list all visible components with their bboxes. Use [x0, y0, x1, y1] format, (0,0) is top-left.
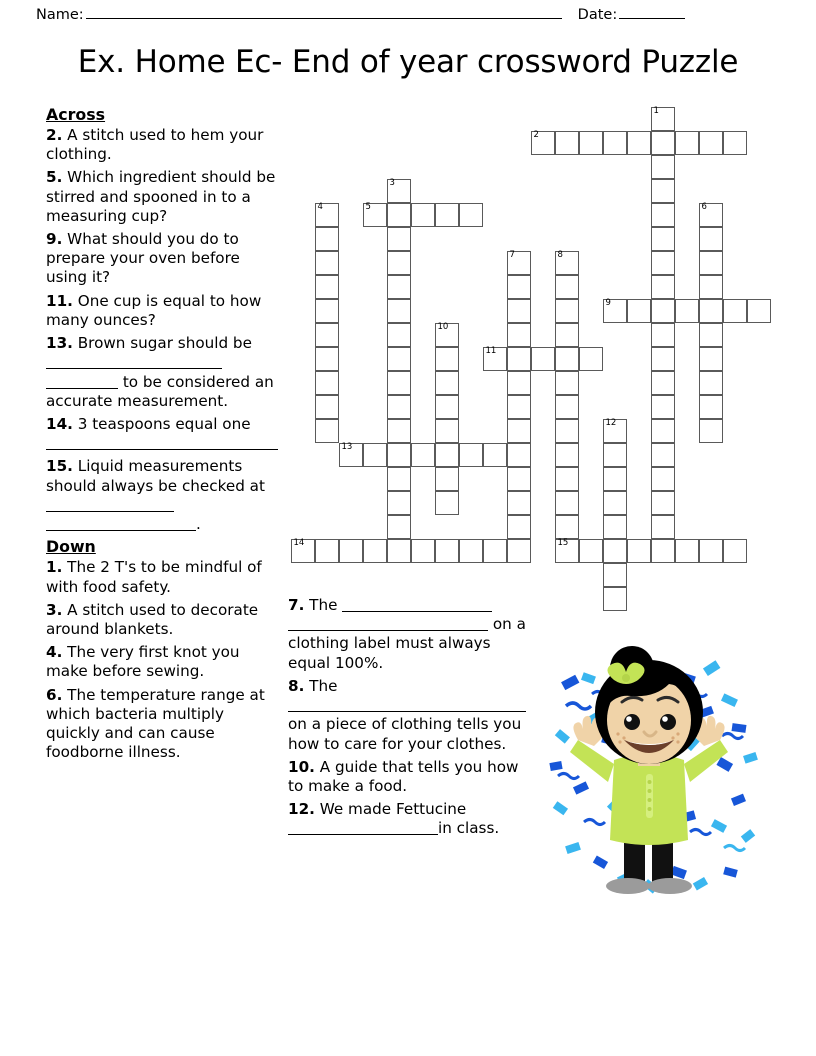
crossword-cell[interactable] — [483, 443, 507, 467]
crossword-cell[interactable] — [675, 131, 699, 155]
crossword-cell[interactable] — [315, 371, 339, 395]
clue-down-12 — [288, 800, 526, 838]
clue-text: . — [196, 515, 201, 534]
clue-down-10 — [288, 758, 526, 796]
clue-text: What should you do to prepare your oven before using it? — [46, 230, 240, 287]
cell-number: 15 — [557, 538, 569, 548]
clue-text: 3 teaspoons equal one — [77, 415, 251, 434]
crossword-cell[interactable] — [603, 563, 627, 587]
clue-down-4 — [46, 643, 282, 681]
crossword-cell[interactable] — [603, 491, 627, 515]
crossword-cell[interactable] — [603, 443, 627, 467]
crossword-cell[interactable] — [603, 587, 627, 611]
crossword-cell[interactable] — [747, 299, 771, 323]
clue-number: 3. — [46, 600, 63, 619]
crossword-cell[interactable] — [531, 347, 555, 371]
clue-text: Brown sugar should be — [77, 334, 252, 353]
crossword-cell[interactable] — [291, 539, 315, 563]
crossword-cell[interactable] — [699, 347, 723, 371]
crossword-cell[interactable] — [387, 491, 411, 515]
crossword-cell[interactable] — [699, 227, 723, 251]
crossword-cell[interactable] — [699, 419, 723, 443]
crossword-cell[interactable] — [603, 515, 627, 539]
clue-text: The — [309, 596, 343, 614]
crossword-cell[interactable] — [315, 203, 339, 227]
crossword-cell[interactable] — [387, 299, 411, 323]
crossword-cell[interactable] — [651, 371, 675, 395]
crossword-cell[interactable] — [507, 515, 531, 539]
clue-number: 10. — [288, 757, 315, 776]
crossword-cell[interactable] — [651, 275, 675, 299]
crossword-cell[interactable] — [651, 539, 675, 563]
crossword-cell[interactable] — [507, 347, 531, 371]
crossword-cell[interactable] — [459, 443, 483, 467]
crossword-cell[interactable] — [315, 347, 339, 371]
crossword-cell[interactable] — [651, 299, 675, 323]
crossword-cell[interactable] — [699, 251, 723, 275]
cell-number: 1 — [653, 106, 659, 116]
crossword-cell[interactable] — [435, 395, 459, 419]
cell-number: 5 — [365, 202, 371, 212]
crossword-cell[interactable] — [651, 179, 675, 203]
crossword-cell[interactable] — [507, 371, 531, 395]
cell-number: 13 — [341, 442, 353, 452]
clue-text: The temperature range at which bacteria multiply quickly and can cause foodborne illness. — [46, 685, 265, 762]
crossword-cell[interactable] — [435, 203, 459, 227]
crossword-cell[interactable] — [315, 227, 339, 251]
crossword-cell[interactable] — [555, 275, 579, 299]
clue-down-6 — [46, 686, 282, 763]
clue-text: One cup is equal to how many ounces? — [46, 291, 262, 329]
crossword-cell[interactable] — [627, 131, 651, 155]
crossword-cell[interactable] — [651, 155, 675, 179]
clue-number: 8. — [288, 676, 305, 695]
crossword-cell[interactable] — [555, 299, 579, 323]
crossword-cell[interactable] — [651, 395, 675, 419]
child-figure — [570, 646, 728, 894]
name-label: Name: — [36, 7, 84, 23]
crossword-cell[interactable] — [555, 491, 579, 515]
crossword-cell[interactable] — [651, 323, 675, 347]
clue-text: A stitch used to hem your clothing. — [46, 125, 264, 164]
crossword-cell[interactable] — [699, 131, 723, 155]
crossword-cell[interactable] — [627, 299, 651, 323]
cell-number: 6 — [701, 202, 707, 212]
crossword-cell[interactable] — [555, 347, 579, 371]
answer-blank[interactable] — [288, 699, 526, 712]
crossword-cell[interactable] — [555, 467, 579, 491]
crossword-cell[interactable] — [387, 539, 411, 563]
cell-number: 9 — [605, 298, 611, 308]
clue-number: 5. — [46, 168, 63, 187]
crossword-cell[interactable] — [315, 275, 339, 299]
clue-number: 11. — [46, 291, 73, 310]
clue-number: 15. — [46, 457, 73, 476]
clue-text: We made Fettucine — [319, 800, 467, 819]
crossword-cell[interactable] — [435, 467, 459, 491]
crossword-cell[interactable] — [579, 131, 603, 155]
crossword-cell[interactable] — [675, 539, 699, 563]
crossword-cell[interactable] — [555, 515, 579, 539]
crossword-cell[interactable] — [555, 371, 579, 395]
crossword-cell[interactable] — [387, 467, 411, 491]
crossword-cell[interactable] — [555, 251, 579, 275]
crossword-cell[interactable] — [603, 131, 627, 155]
crossword-cell[interactable] — [387, 227, 411, 251]
crossword-cell[interactable] — [651, 443, 675, 467]
clue-text: The — [309, 676, 338, 695]
crossword-cell[interactable] — [435, 443, 459, 467]
cell-number: 11 — [485, 346, 497, 356]
crossword-cell[interactable] — [387, 251, 411, 275]
clue-text: The 2 T's to be mindful of with food safety. — [46, 558, 262, 596]
crossword-cell[interactable] — [627, 539, 651, 563]
crossword-cell[interactable] — [555, 395, 579, 419]
crossword-cell[interactable] — [387, 179, 411, 203]
crossword-cell[interactable] — [339, 539, 363, 563]
clue-text: to be considered an accurate measurement. — [46, 372, 274, 410]
crossword-cell[interactable] — [603, 299, 627, 323]
down-heading: Down — [46, 537, 96, 557]
crossword-cell[interactable] — [651, 419, 675, 443]
crossword-cell[interactable] — [363, 539, 387, 563]
clue-number: 6. — [46, 685, 63, 704]
crossword-cell[interactable] — [699, 395, 723, 419]
crossword-cell[interactable] — [555, 419, 579, 443]
crossword-cell[interactable] — [459, 203, 483, 227]
crossword-cell[interactable] — [723, 539, 747, 563]
cell-number: 3 — [389, 178, 395, 188]
crossword-cell[interactable] — [507, 251, 531, 275]
crossword-cell[interactable] — [699, 371, 723, 395]
cell-number: 2 — [533, 130, 539, 140]
crossword-cell[interactable] — [651, 203, 675, 227]
clue-text: A guide that tells you how to make a food. — [288, 757, 519, 795]
crossword-cell[interactable] — [603, 419, 627, 443]
clue-text: Liquid measurements should always be checked at — [46, 457, 265, 495]
crossword-cell[interactable] — [483, 539, 507, 563]
crossword-cell[interactable] — [507, 419, 531, 443]
crossword-cell[interactable] — [435, 347, 459, 371]
crossword-cell[interactable] — [315, 539, 339, 563]
page-title: Ex. Home Ec- End of year crossword Puzzle — [77, 44, 739, 80]
clue-number: 7. — [288, 596, 305, 614]
crossword-cell[interactable] — [315, 251, 339, 275]
crossword-cell[interactable] — [603, 539, 627, 563]
crossword-cell[interactable] — [651, 107, 675, 131]
crossword-cell[interactable] — [723, 131, 747, 155]
clue-text: on a piece of clothing tells you how to care for your clothes. — [288, 715, 522, 753]
cell-number: 14 — [293, 538, 305, 548]
celebrating-child-clipart — [536, 636, 768, 916]
crossword-cell[interactable] — [651, 515, 675, 539]
crossword-cell[interactable] — [675, 299, 699, 323]
crossword-cell[interactable] — [411, 539, 435, 563]
cell-number: 7 — [509, 250, 515, 260]
crossword-cell[interactable] — [363, 443, 387, 467]
crossword-cell[interactable] — [651, 251, 675, 275]
crossword-cell[interactable] — [555, 323, 579, 347]
crossword-cell[interactable] — [435, 539, 459, 563]
clue-number: 13. — [46, 334, 73, 353]
crossword-cell[interactable] — [699, 323, 723, 347]
cell-number: 8 — [557, 250, 563, 260]
crossword-cell[interactable] — [387, 443, 411, 467]
crossword-cell[interactable] — [579, 347, 603, 371]
crossword-cell[interactable] — [363, 203, 387, 227]
cell-number: 10 — [437, 322, 449, 332]
clue-number: 2. — [46, 125, 63, 144]
crossword-cell[interactable] — [507, 467, 531, 491]
across-heading: Across — [46, 105, 106, 124]
answer-blank[interactable] — [288, 822, 438, 835]
crossword-cell[interactable] — [315, 419, 339, 443]
clue-number: 1. — [46, 558, 63, 577]
crossword-cell[interactable] — [699, 299, 723, 323]
answer-blank[interactable] — [288, 618, 488, 631]
clue-text: on a clothing label must always equal 100%. — [288, 615, 526, 672]
crossword-cell[interactable] — [507, 539, 531, 563]
crossword-cell[interactable] — [315, 323, 339, 347]
clue-down-8 — [288, 677, 526, 754]
crossword-cell[interactable] — [555, 539, 579, 563]
crossword-cell[interactable] — [339, 443, 363, 467]
clue-text: Which ingredient should be stirred and spooned in to a measuring cup? — [46, 168, 276, 225]
clue-text: in class. — [438, 819, 500, 838]
clue-number: 9. — [46, 230, 63, 249]
date-label: Date: — [577, 7, 618, 23]
clue-number: 12. — [288, 800, 315, 819]
crossword-cell[interactable] — [387, 515, 411, 539]
crossword-cell[interactable] — [651, 347, 675, 371]
crossword-cell[interactable] — [579, 539, 603, 563]
crossword-cell[interactable] — [483, 347, 507, 371]
crossword-cell[interactable] — [651, 131, 675, 155]
crossword-cell[interactable] — [507, 323, 531, 347]
crossword-cell[interactable] — [435, 371, 459, 395]
crossword-cell[interactable] — [699, 203, 723, 227]
clue-text: The very first knot you make before sewing. — [46, 643, 240, 681]
crossword-cell[interactable] — [435, 491, 459, 515]
crossword-cell[interactable] — [387, 419, 411, 443]
cell-number: 12 — [605, 418, 617, 428]
crossword-cell[interactable] — [651, 467, 675, 491]
crossword-cell[interactable] — [555, 131, 579, 155]
crossword-cell[interactable] — [435, 323, 459, 347]
crossword-cell[interactable] — [507, 275, 531, 299]
clue-down-7 — [288, 596, 526, 673]
crossword-cell[interactable] — [435, 419, 459, 443]
crossword-cell[interactable] — [387, 347, 411, 371]
crossword-cell[interactable] — [315, 395, 339, 419]
cell-number: 4 — [317, 202, 323, 212]
crossword-cell[interactable] — [651, 491, 675, 515]
crossword-cell[interactable] — [507, 299, 531, 323]
crossword-cell[interactable] — [507, 395, 531, 419]
clue-number: 14. — [46, 415, 73, 434]
crossword-cell[interactable] — [459, 539, 483, 563]
crossword-cell[interactable] — [723, 299, 747, 323]
crossword-cell[interactable] — [411, 203, 435, 227]
clue-text: A stitch used to decorate around blankets. — [46, 600, 259, 638]
crossword-cell[interactable] — [555, 443, 579, 467]
answer-blank[interactable] — [342, 599, 492, 612]
crossword-cell[interactable] — [411, 443, 435, 467]
crossword-cell[interactable] — [507, 443, 531, 467]
clue-column-right — [288, 596, 526, 843]
clue-down-3 — [46, 601, 282, 639]
crossword-cell[interactable] — [603, 467, 627, 491]
clue-number: 4. — [46, 643, 63, 662]
crossword-cell[interactable] — [387, 371, 411, 395]
crossword-cell[interactable] — [387, 395, 411, 419]
crossword-cell[interactable] — [651, 227, 675, 251]
crossword-cell[interactable] — [507, 491, 531, 515]
crossword-cell[interactable] — [699, 275, 723, 299]
crossword-cell[interactable] — [387, 323, 411, 347]
crossword-cell[interactable] — [699, 539, 723, 563]
crossword-cell[interactable] — [387, 203, 411, 227]
crossword-cell[interactable] — [531, 131, 555, 155]
crossword-cell[interactable] — [315, 299, 339, 323]
crossword-cell[interactable] — [387, 275, 411, 299]
